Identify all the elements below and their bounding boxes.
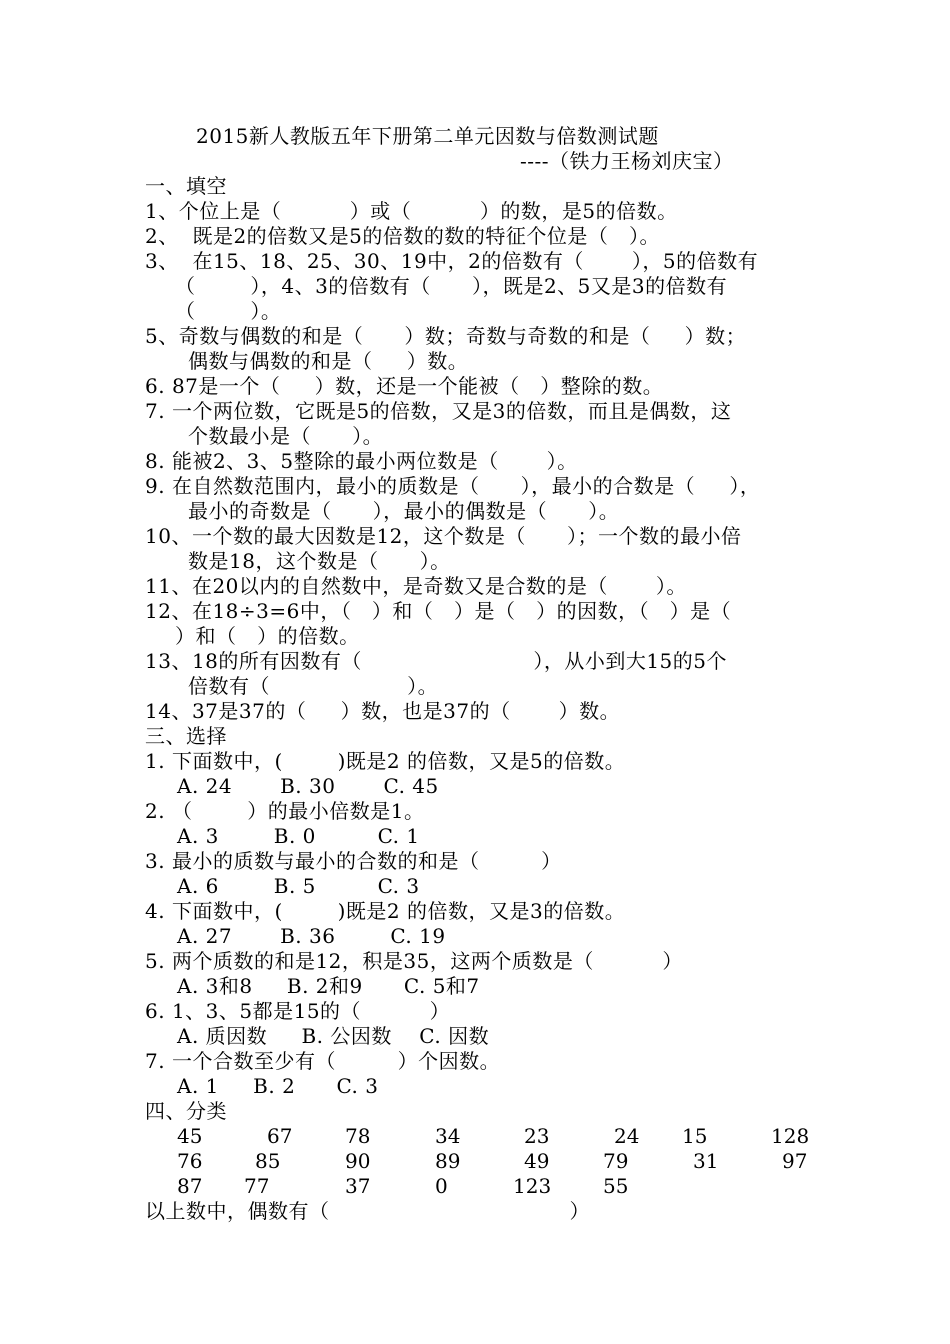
- choice-options: A. 3 B. 0 C. 1: [177, 824, 420, 848]
- choice-options: A. 3和8 B. 2和9 C. 5和7: [177, 974, 480, 998]
- number-cell: 123: [513, 1174, 552, 1198]
- number-cell: 85: [255, 1149, 281, 1173]
- choice-options: A. 24 B. 30 C. 45: [177, 774, 439, 798]
- section-heading-choice: 三、选择: [145, 724, 227, 748]
- fill-line: 1、个位上是（ ）或（ ）的数，是5的倍数。: [145, 199, 678, 223]
- fill-line: 5、奇数与偶数的和是（ ）数；奇数与奇数的和是（ ）数；: [145, 324, 747, 348]
- doc-author: ----（铁力王杨刘庆宝）: [520, 149, 734, 173]
- choice-question: 1. 下面数中，( )既是2 的倍数，又是5的倍数。: [145, 749, 626, 773]
- fill-line: ）和（ ）的倍数。: [175, 624, 360, 648]
- doc-title: 2015新人教版五年下册第二单元因数与倍数测试题: [196, 124, 659, 148]
- number-cell: 79: [603, 1149, 629, 1173]
- number-cell: 34: [435, 1124, 461, 1148]
- number-cell: 78: [345, 1124, 371, 1148]
- number-cell: 49: [524, 1149, 550, 1173]
- number-cell: 45: [177, 1124, 203, 1148]
- choice-question: 2. （ ）的最小倍数是1。: [145, 799, 425, 823]
- fill-line: 偶数与偶数的和是（ ）数。: [188, 349, 469, 373]
- choice-options: A. 质因数 B. 公因数 C. 因数: [177, 1024, 490, 1048]
- section-heading-fill: 一、填空: [145, 174, 227, 198]
- fill-line: 最小的奇数是（ ），最小的偶数是（ ）。: [188, 499, 620, 523]
- number-cell: 55: [603, 1174, 629, 1198]
- number-cell: 76: [177, 1149, 203, 1173]
- number-cell: 87: [177, 1174, 203, 1198]
- fill-line: （ ）。: [175, 299, 282, 323]
- fill-line: 13、18的所有因数有（ ），从小到大15的5个: [145, 649, 728, 673]
- number-cell: 97: [782, 1149, 808, 1173]
- fill-line: 7. 一个两位数，它既是5的倍数，又是3的倍数，而且是偶数，这: [145, 399, 732, 423]
- choice-question: 7. 一个合数至少有（ ）个因数。: [145, 1049, 501, 1073]
- choice-question: 3. 最小的质数与最小的合数的和是（ ）: [145, 849, 562, 873]
- fill-line: 倍数有（ ）。: [188, 674, 439, 698]
- choice-question: 5. 两个质数的和是12，积是35，这两个质数是（ ）: [145, 949, 683, 973]
- number-cell: 37: [345, 1174, 371, 1198]
- fill-line: 6. 87是一个（ ）数，还是一个能被（ ）整除的数。: [145, 374, 664, 398]
- fill-line: 14、37是37的（ ）数，也是37的（ ）数。: [145, 699, 621, 723]
- section-heading-classify: 四、分类: [145, 1099, 227, 1123]
- fill-line: 11、在20以内的自然数中，是奇数又是合数的是（ ）。: [145, 574, 687, 598]
- fill-line: 个数最小是（ ）。: [188, 424, 384, 448]
- number-cell: 128: [771, 1124, 810, 1148]
- choice-options: A. 1 B. 2 C. 3: [177, 1074, 379, 1098]
- fill-line: 3、 在15、18、25、30、19中，2的倍数有（ ），5的倍数有: [145, 249, 759, 273]
- number-cell: 90: [345, 1149, 371, 1173]
- fill-line: 8. 能被2、3、5整除的最小两位数是（ ）。: [145, 449, 578, 473]
- number-cell: 15: [682, 1124, 708, 1148]
- number-cell: 31: [693, 1149, 719, 1173]
- fill-line: （ ），4、3的倍数有（ ），既是2、5又是3的倍数有: [175, 274, 728, 298]
- number-cell: 77: [244, 1174, 270, 1198]
- choice-options: A. 27 B. 36 C. 19: [177, 924, 446, 948]
- number-cell: 0: [435, 1174, 448, 1198]
- number-cell: 24: [614, 1124, 640, 1148]
- fill-line: 12、在18÷3=6中，（ ）和（ ）是（ ）的因数，（ ）是（: [145, 599, 732, 623]
- classify-prompt: 以上数中，偶数有（ ）: [145, 1199, 591, 1223]
- choice-options: A. 6 B. 5 C. 3: [177, 874, 420, 898]
- number-cell: 89: [435, 1149, 461, 1173]
- choice-question: 4. 下面数中，( )既是2 的倍数，又是3的倍数。: [145, 899, 626, 923]
- fill-line: 9. 在自然数范围内，最小的质数是（ ），最小的合数是（ ），: [145, 474, 761, 498]
- fill-line: 10、一个数的最大因数是12，这个数是（ ）；一个数的最小倍: [145, 524, 742, 548]
- number-cell: 67: [267, 1124, 293, 1148]
- fill-line: 2、 既是2的倍数又是5的倍数的数的特征个位是（ ）。: [145, 224, 660, 248]
- number-cell: 23: [524, 1124, 550, 1148]
- choice-question: 6. 1、3、5都是15的（ ）: [145, 999, 451, 1023]
- fill-line: 数是18，这个数是（ ）。: [188, 549, 451, 573]
